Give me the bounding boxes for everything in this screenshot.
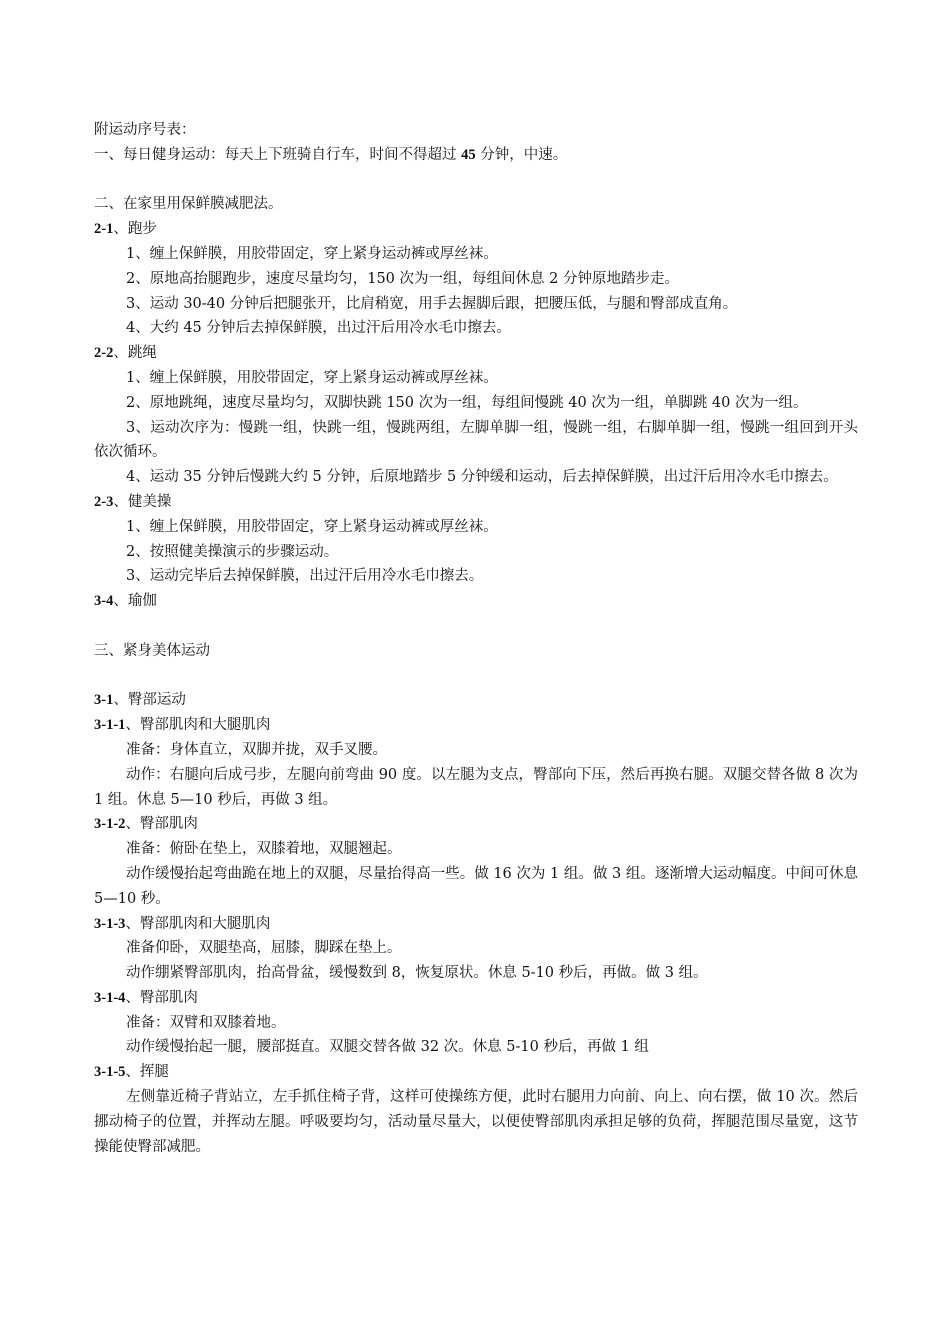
action-text: 动作缓慢抬起弯曲跪在地上的双腿，尽量抬得高一些。做 16 次为 1 组。做 3 组。逐渐增大运动幅度。中间可休息 5—10 秒。 — [94, 865, 858, 907]
heading-3-1-3: 3-1-3、臀部肌肉和大腿肌肉 — [94, 915, 271, 932]
list-item: 1、缠上保鲜膜，用胶带固定，穿上紧身运动裤或厚丝袜。 — [126, 369, 498, 386]
heading-3-4: 3-4、瑜伽 — [94, 593, 157, 610]
heading-3-1-4: 3-1-4、臀部肌肉 — [94, 989, 198, 1006]
list-item: 1、缠上保鲜膜，用胶带固定，穿上紧身运动裤或厚丝袜。 — [126, 245, 498, 262]
list-item: 4、运动 35 分钟后慢跳大约 5 分钟，后原地踏步 5 分钟缓和运动，后去掉保鲜膜，出过汗后用冷水毛巾擦去。 — [126, 469, 838, 486]
list-item: 3、运动 30-40 分钟后把腿张开，比肩稍宽，用手去握脚后跟，把腰压低，与腿和臀部成直角。 — [126, 295, 738, 312]
section-1: 一、每日健身运动：每天上下班骑自行车，时间不得超过 45 分钟，中速。 — [94, 146, 568, 163]
list-item: 2、原地跳绳，速度尽量均匀，双脚快跳 150 次为一组，每组间慢跳 40 次为一组，单脚跳 40 次为一组。 — [126, 394, 808, 411]
duration-value: 45 — [461, 146, 476, 163]
action-text: 动作绷紧臀部肌肉，抬高骨盆，缓慢数到 8，恢复原状。休息 5-10 秒后，再做。做 3 组。 — [126, 965, 708, 982]
heading-2-1: 2-1、跑步 — [94, 221, 157, 238]
action-text: 左侧靠近椅子背站立，左手抓住椅子背，这样可使操练方便，此时右腿用力向前、向上、向右摆，做 10 次。然后挪动椅子的位置，并挥动左腿。呼吸要均匀，活动量尽量大，以便使臀部肌肉承担足够的负荷，挥腿范围尽量宽，这节操能使臀部减肥。 — [94, 1089, 858, 1155]
doc-header: 附运动序号表： — [94, 122, 196, 138]
list-item: 2、按照健美操演示的步骤运动。 — [126, 543, 339, 560]
prep-text: 准备：身体直立，双脚并拢，双手叉腰。 — [126, 741, 387, 758]
list-item: 4、大约 45 分钟后去掉保鲜膜，出过汗后用冷水毛巾擦去。 — [126, 320, 511, 337]
heading-3-1-2: 3-1-2、臀部肌肉 — [94, 816, 198, 833]
prep-text: 准备：俯卧在垫上，双膝着地，双腿翘起。 — [126, 841, 402, 858]
heading-3-1: 3-1、臀部运动 — [94, 692, 186, 709]
section-3-title: 三、紧身美体运动 — [94, 642, 210, 659]
heading-2-2: 2-2、跳绳 — [94, 345, 157, 362]
document-page — [94, 118, 858, 1159]
list-item: 2、原地高抬腿跑步，速度尽量均匀，150 次为一组，每组间休息 2 分钟原地踏步走。 — [126, 270, 679, 287]
prep-text: 准备：双臂和双膝着地。 — [126, 1014, 286, 1031]
heading-3-1-5: 3-1-5、挥腿 — [94, 1064, 169, 1081]
section-2-title: 二、在家里用保鲜膜减肥法。 — [94, 196, 283, 213]
action-text: 动作：右腿向后成弓步，左腿向前弯曲 90 度。以左腿为支点，臀部向下压，然后再换右腿。双腿交替各做 8 次为 1 组。休息 5—10 秒后，再做 3 组。 — [94, 766, 858, 808]
list-item: 3、运动次序为：慢跳一组，快跳一组，慢跳两组，左脚单脚一组，慢跳一组，右脚单脚一组，慢跳一组回到开头依次循环。 — [94, 419, 858, 461]
prep-text: 准备仰卧，双腿垫高，屈膝，脚踩在垫上。 — [126, 940, 402, 957]
heading-2-3: 2-3、健美操 — [94, 493, 172, 510]
action-text: 动作缓慢抬起一腿，腰部挺直。双腿交替各做 32 次。休息 5-10 秒后，再做 1 组 — [126, 1039, 649, 1056]
list-item: 1、缠上保鲜膜，用胶带固定，穿上紧身运动裤或厚丝袜。 — [126, 518, 498, 535]
heading-3-1-1: 3-1-1、臀部肌肉和大腿肌肉 — [94, 717, 271, 734]
list-item: 3、运动完毕后去掉保鲜膜，出过汗后用冷水毛巾擦去。 — [126, 568, 484, 585]
